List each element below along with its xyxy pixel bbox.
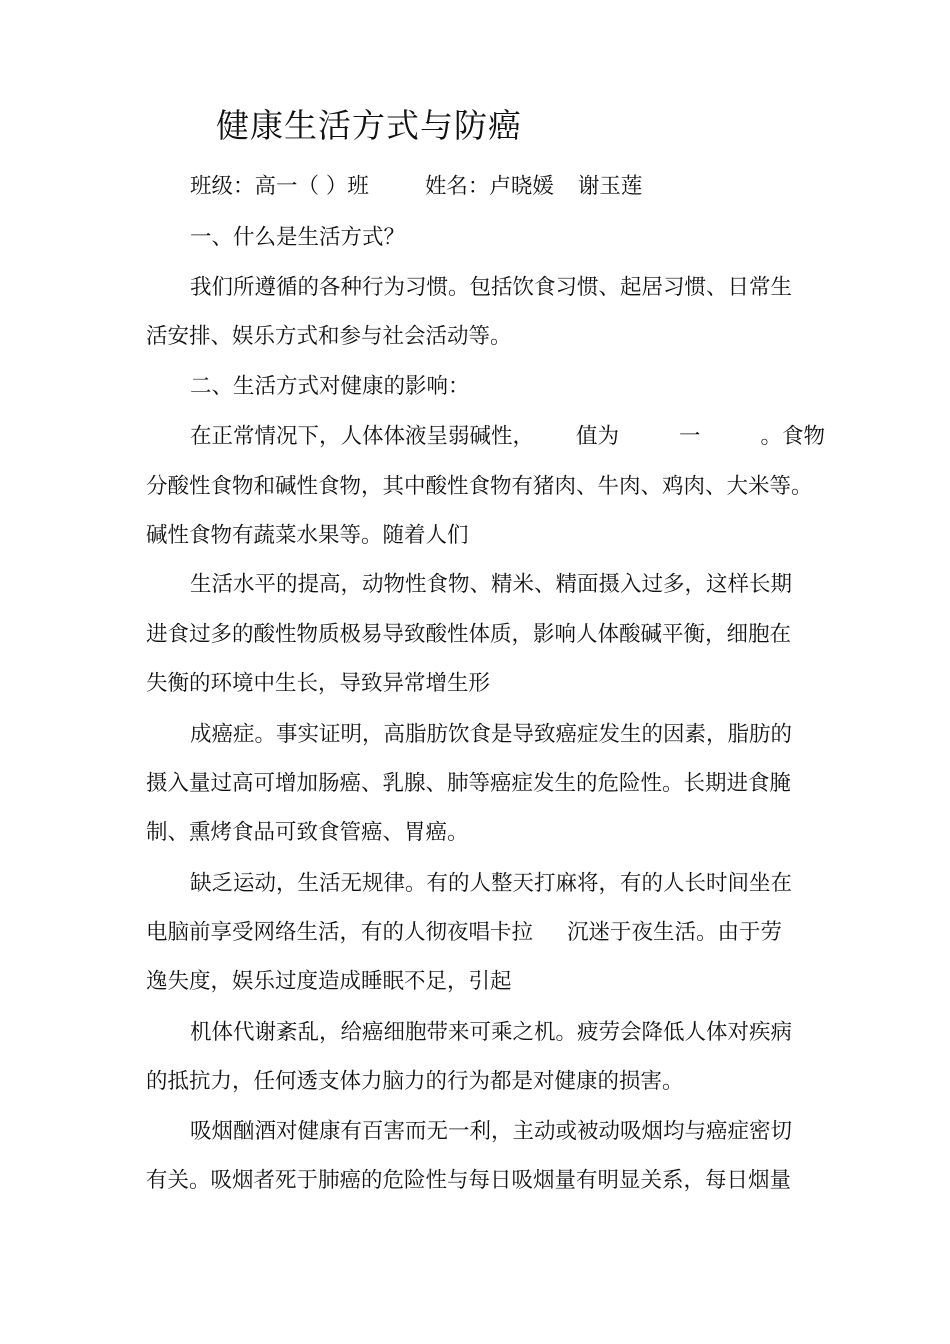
paragraph-line — [146, 918, 782, 948]
text-fragment: 值为 — [576, 424, 620, 449]
section-heading-1: 一、什么是生活方式？ — [190, 225, 406, 250]
text-fragment: 在正常情况下，人体体液呈弱碱性， — [190, 424, 535, 449]
names-label: 姓名：卢晓媛 — [424, 174, 554, 199]
text-fragment: 电脑前享受网络生活，有的人彻夜唱卡拉 — [146, 920, 534, 945]
paragraph-line: 我们所遵循的各种行为习惯。包括饮食习惯、起居习惯、日常生 — [190, 275, 793, 300]
text-fragment: 沉迷于夜生活。由于劳 — [567, 920, 783, 945]
paragraph-line: 缺乏运动，生活无规律。有的人整天打麻将，有的人长时间坐在 — [190, 871, 793, 896]
paragraph-line: 失衡的环境中生长，导致异常增生形 — [146, 671, 491, 696]
names-second: 谢玉莲 — [577, 174, 643, 199]
paragraph-line: 碱性食物有蔬菜水果等。随着人们 — [146, 523, 469, 548]
paragraph-line: 进食过多的酸性物质极易导致酸性体质，影响人体酸碱平衡，细胞在 — [146, 622, 792, 647]
paragraph-line: 吸烟酗酒对健康有百害而无一利，主动或被动吸烟均与癌症密切 — [190, 1119, 793, 1144]
paragraph-line: 分酸性食物和碱性食物，其中酸性食物有猪肉、牛肉、鸡肉、大米等。 — [146, 474, 813, 499]
paragraph-line: 有关。吸烟者死于肺癌的危险性与每日吸烟量有明显关系，每日烟量 — [146, 1168, 792, 1193]
class-label: 班级：高一（ ）班 — [190, 174, 369, 199]
paragraph-line: 逸失度，娱乐过度造成睡眠不足，引起 — [146, 969, 512, 994]
class-name-line — [190, 172, 642, 202]
paragraph-line: 生活水平的提高，动物性食物、精米、精面摄入过多，这样长期 — [190, 572, 793, 597]
document-title: 健康生活方式与防癌 — [216, 106, 522, 145]
paragraph-line: 活安排、娱乐方式和参与社会活动等。 — [146, 324, 512, 349]
paragraph-line: 的抵抗力，任何透支体力脑力的行为都是对健康的损害。 — [146, 1069, 684, 1094]
section-heading-2: 二、生活方式对健康的影响： — [190, 374, 470, 399]
paragraph-line — [190, 422, 825, 452]
text-fragment: 。食物 — [760, 424, 826, 449]
paragraph-line: 制、熏烤食品可致食管癌、胃癌。 — [146, 820, 469, 845]
paragraph-line: 成癌症。事实证明，高脂肪饮食是导致癌症发生的因素，脂肪的 — [190, 722, 793, 747]
paragraph-line: 摄入量过高可增加肠癌、乳腺、肺等癌症发生的危险性。长期进食腌 — [146, 771, 792, 796]
text-fragment: 一 — [679, 424, 701, 449]
paragraph-line: 机体代谢紊乱，给癌细胞带来可乘之机。疲劳会降低人体对疾病 — [190, 1020, 793, 1045]
